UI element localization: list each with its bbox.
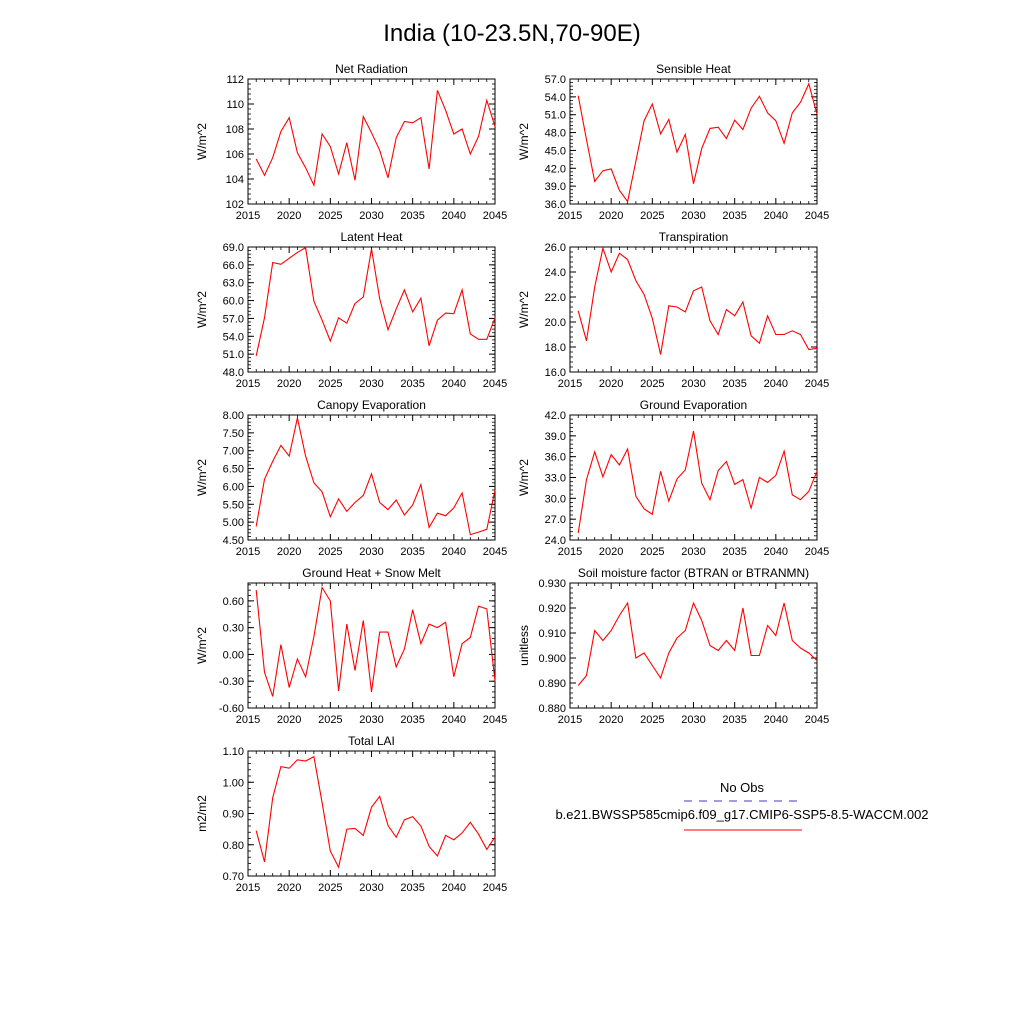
x-tick-label: 2040 <box>441 714 467 726</box>
x-tick-label: 2025 <box>640 546 665 558</box>
y-tick-label: 30.0 <box>544 493 566 506</box>
x-tick-label: 2025 <box>318 714 343 726</box>
y-tick-label: 45.0 <box>544 145 566 158</box>
x-tick-label: 2020 <box>598 378 624 390</box>
x-tick-label: 2020 <box>276 210 302 222</box>
y-tick-label: 18.0 <box>544 342 566 354</box>
y-tick-label: 106 <box>225 149 244 161</box>
panel-8 <box>517 566 829 726</box>
y-tick-label: 4.50 <box>222 535 244 547</box>
series-line <box>578 84 817 202</box>
y-tick-label: 104 <box>225 174 244 186</box>
legend-label-obs: No Obs <box>719 780 765 795</box>
series-line <box>256 248 495 356</box>
y-tick-label: -0.60 <box>218 703 244 715</box>
x-tick-label: 2035 <box>722 714 747 726</box>
x-tick-label: 2015 <box>557 546 583 558</box>
panel-5 <box>195 398 507 558</box>
x-tick-label: 2035 <box>400 882 425 894</box>
y-tick-label: 24.0 <box>544 267 566 279</box>
series-line <box>256 418 495 535</box>
y-tick-label: 0.70 <box>222 871 244 883</box>
y-tick-label: 26.0 <box>544 242 566 254</box>
x-tick-label: 2020 <box>276 882 302 894</box>
x-tick-label: 2020 <box>276 546 302 558</box>
x-tick-label: 2025 <box>640 210 665 222</box>
y-tick-label: 0.930 <box>538 578 566 590</box>
x-tick-label: 2035 <box>400 210 425 222</box>
y-tick-label: 1.00 <box>222 777 244 790</box>
x-tick-label: 2035 <box>400 546 425 558</box>
x-tick-label: 2045 <box>482 210 508 222</box>
y-tick-label: 7.00 <box>222 445 244 458</box>
x-tick-label: 2040 <box>441 882 467 894</box>
y-tick-label: 6.50 <box>222 463 244 476</box>
y-axis-label: W/m^2 <box>195 459 209 496</box>
y-axis-label: W/m^2 <box>195 123 209 160</box>
x-tick-label: 2045 <box>804 546 830 558</box>
x-tick-label: 2025 <box>318 378 343 390</box>
x-tick-label: 2030 <box>359 714 384 726</box>
y-axis-label: unitless <box>517 625 531 666</box>
x-tick-label: 2015 <box>557 714 583 726</box>
y-tick-label: 54.0 <box>222 331 244 344</box>
x-tick-label: 2020 <box>598 546 624 558</box>
y-tick-label: 36.0 <box>544 199 566 211</box>
series-line <box>578 603 817 686</box>
x-tick-label: 2030 <box>681 714 706 726</box>
x-tick-label: 2035 <box>722 378 747 390</box>
y-tick-label: 16.0 <box>544 367 566 379</box>
legend-label-case: b.e21.BWSSP585cmip6.f09_g17.CMIP6-SSP5-8.5-WACCM.002 <box>555 807 929 822</box>
x-tick-label: 2040 <box>763 546 789 558</box>
x-tick-label: 2045 <box>482 378 508 390</box>
y-tick-label: 7.50 <box>222 427 244 440</box>
y-tick-label: 102 <box>225 199 244 211</box>
panel-title: Ground Heat + Snow Melt <box>302 566 441 580</box>
y-tick-label: 51.0 <box>222 349 244 362</box>
x-tick-label: 2040 <box>441 378 467 390</box>
x-tick-label: 2035 <box>722 210 747 222</box>
x-tick-label: 2045 <box>482 882 508 894</box>
x-tick-label: 2040 <box>441 210 467 222</box>
y-axis-label: W/m^2 <box>517 459 531 496</box>
y-tick-label: 36.0 <box>544 451 566 464</box>
x-tick-label: 2045 <box>804 378 830 390</box>
x-tick-label: 2015 <box>235 546 261 558</box>
panel-title: Net Radiation <box>335 62 408 76</box>
x-tick-label: 2015 <box>235 882 261 894</box>
x-tick-label: 2030 <box>359 210 384 222</box>
plot-frame <box>248 247 495 372</box>
panel-title: Transpiration <box>658 230 729 244</box>
y-tick-label: 20.0 <box>544 317 566 329</box>
y-tick-label: 48.0 <box>544 127 566 140</box>
x-tick-label: 2035 <box>722 546 747 558</box>
y-tick-label: 0.80 <box>222 839 244 852</box>
y-tick-label: 110 <box>226 99 244 111</box>
x-tick-label: 2015 <box>557 210 583 222</box>
y-tick-label: 108 <box>225 124 244 136</box>
y-tick-label: -0.30 <box>218 676 244 689</box>
x-tick-label: 2015 <box>235 378 261 390</box>
y-axis-label: W/m^2 <box>517 123 531 160</box>
y-axis-label: W/m^2 <box>195 627 209 664</box>
panel-2 <box>517 62 829 222</box>
x-tick-label: 2035 <box>400 714 425 726</box>
x-tick-label: 2030 <box>681 378 706 390</box>
panel-7 <box>195 566 507 726</box>
y-tick-label: 48.0 <box>222 367 244 379</box>
panel-title: Sensible Heat <box>656 62 731 76</box>
x-tick-label: 2030 <box>359 882 384 894</box>
panel-title: Total LAI <box>348 734 395 748</box>
series-line <box>578 248 817 354</box>
panel-title: Latent Heat <box>340 230 403 244</box>
x-tick-label: 2040 <box>763 714 789 726</box>
x-tick-label: 2040 <box>763 210 789 222</box>
y-tick-label: 39.0 <box>544 430 566 443</box>
y-tick-label: 0.00 <box>222 649 244 662</box>
y-tick-label: 0.60 <box>222 595 244 608</box>
x-tick-label: 2025 <box>318 210 343 222</box>
y-tick-label: 42.0 <box>544 410 566 422</box>
y-tick-label: 54.0 <box>544 91 566 104</box>
plot-frame <box>570 247 817 372</box>
x-tick-label: 2045 <box>804 714 830 726</box>
panel-title: Canopy Evaporation <box>317 398 426 412</box>
panels <box>195 62 829 894</box>
x-tick-label: 2020 <box>276 378 302 390</box>
x-tick-label: 2015 <box>235 714 261 726</box>
y-tick-label: 0.890 <box>538 678 566 690</box>
plot-frame <box>248 415 495 540</box>
panel-title: Ground Evaporation <box>639 398 748 412</box>
x-tick-label: 2025 <box>318 546 343 558</box>
y-tick-label: 27.0 <box>544 514 566 527</box>
x-tick-label: 2030 <box>359 378 384 390</box>
y-axis-label: W/m^2 <box>517 291 531 328</box>
series-line <box>578 431 817 533</box>
panel-9 <box>195 734 507 894</box>
y-tick-label: 5.50 <box>222 499 244 512</box>
series-line <box>256 588 495 697</box>
y-tick-label: 33.0 <box>544 472 566 485</box>
y-tick-label: 63.0 <box>222 277 244 290</box>
panel-title: Soil moisture factor (BTRAN or BTRANMN) <box>577 566 810 580</box>
y-tick-label: 0.30 <box>222 622 244 635</box>
y-tick-label: 22.0 <box>544 292 566 304</box>
y-tick-label: 57.0 <box>544 74 566 86</box>
series-line <box>256 757 495 868</box>
x-tick-label: 2030 <box>359 546 384 558</box>
y-tick-label: 69.0 <box>222 242 244 254</box>
y-tick-label: 8.00 <box>222 410 244 422</box>
legend <box>555 780 928 830</box>
plot-frame <box>570 79 817 204</box>
y-tick-label: 57.0 <box>222 313 244 326</box>
y-tick-label: 112 <box>226 74 244 86</box>
x-tick-label: 2025 <box>640 378 665 390</box>
y-tick-label: 0.900 <box>538 653 566 665</box>
panel-4 <box>517 230 829 390</box>
x-tick-label: 2020 <box>276 714 302 726</box>
y-tick-label: 6.00 <box>222 481 244 494</box>
x-tick-label: 2035 <box>400 378 425 390</box>
x-tick-label: 2040 <box>763 378 789 390</box>
y-tick-label: 24.0 <box>544 535 566 547</box>
x-tick-label: 2015 <box>235 210 261 222</box>
y-tick-label: 5.00 <box>222 517 244 530</box>
y-tick-label: 1.10 <box>222 746 244 758</box>
y-axis-label: W/m^2 <box>195 291 209 328</box>
series-line <box>256 90 495 185</box>
y-tick-label: 39.0 <box>544 181 566 194</box>
x-tick-label: 2020 <box>598 714 624 726</box>
x-tick-label: 2025 <box>640 714 665 726</box>
x-tick-label: 2025 <box>318 882 343 894</box>
x-tick-label: 2020 <box>598 210 624 222</box>
x-tick-label: 2040 <box>441 546 467 558</box>
panel-1 <box>195 62 507 222</box>
x-tick-label: 2045 <box>804 210 830 222</box>
plot-frame <box>248 751 495 876</box>
x-tick-label: 2030 <box>681 210 706 222</box>
y-tick-label: 0.90 <box>222 808 244 821</box>
y-axis-label: m2/m2 <box>195 795 209 832</box>
figure-title: India (10-23.5N,70-90E) <box>383 20 641 47</box>
x-tick-label: 2015 <box>557 378 583 390</box>
y-tick-label: 0.920 <box>538 603 566 615</box>
panel-6 <box>517 398 829 558</box>
x-tick-label: 2045 <box>482 714 508 726</box>
x-tick-label: 2045 <box>482 546 508 558</box>
panel-3 <box>195 230 507 390</box>
y-tick-label: 60.0 <box>222 295 244 308</box>
y-tick-label: 0.910 <box>538 628 566 640</box>
y-tick-label: 51.0 <box>544 109 566 122</box>
y-tick-label: 0.880 <box>538 703 566 715</box>
x-tick-label: 2030 <box>681 546 706 558</box>
y-tick-label: 66.0 <box>222 259 244 272</box>
plot-frame <box>248 79 495 204</box>
y-tick-label: 42.0 <box>544 163 566 176</box>
